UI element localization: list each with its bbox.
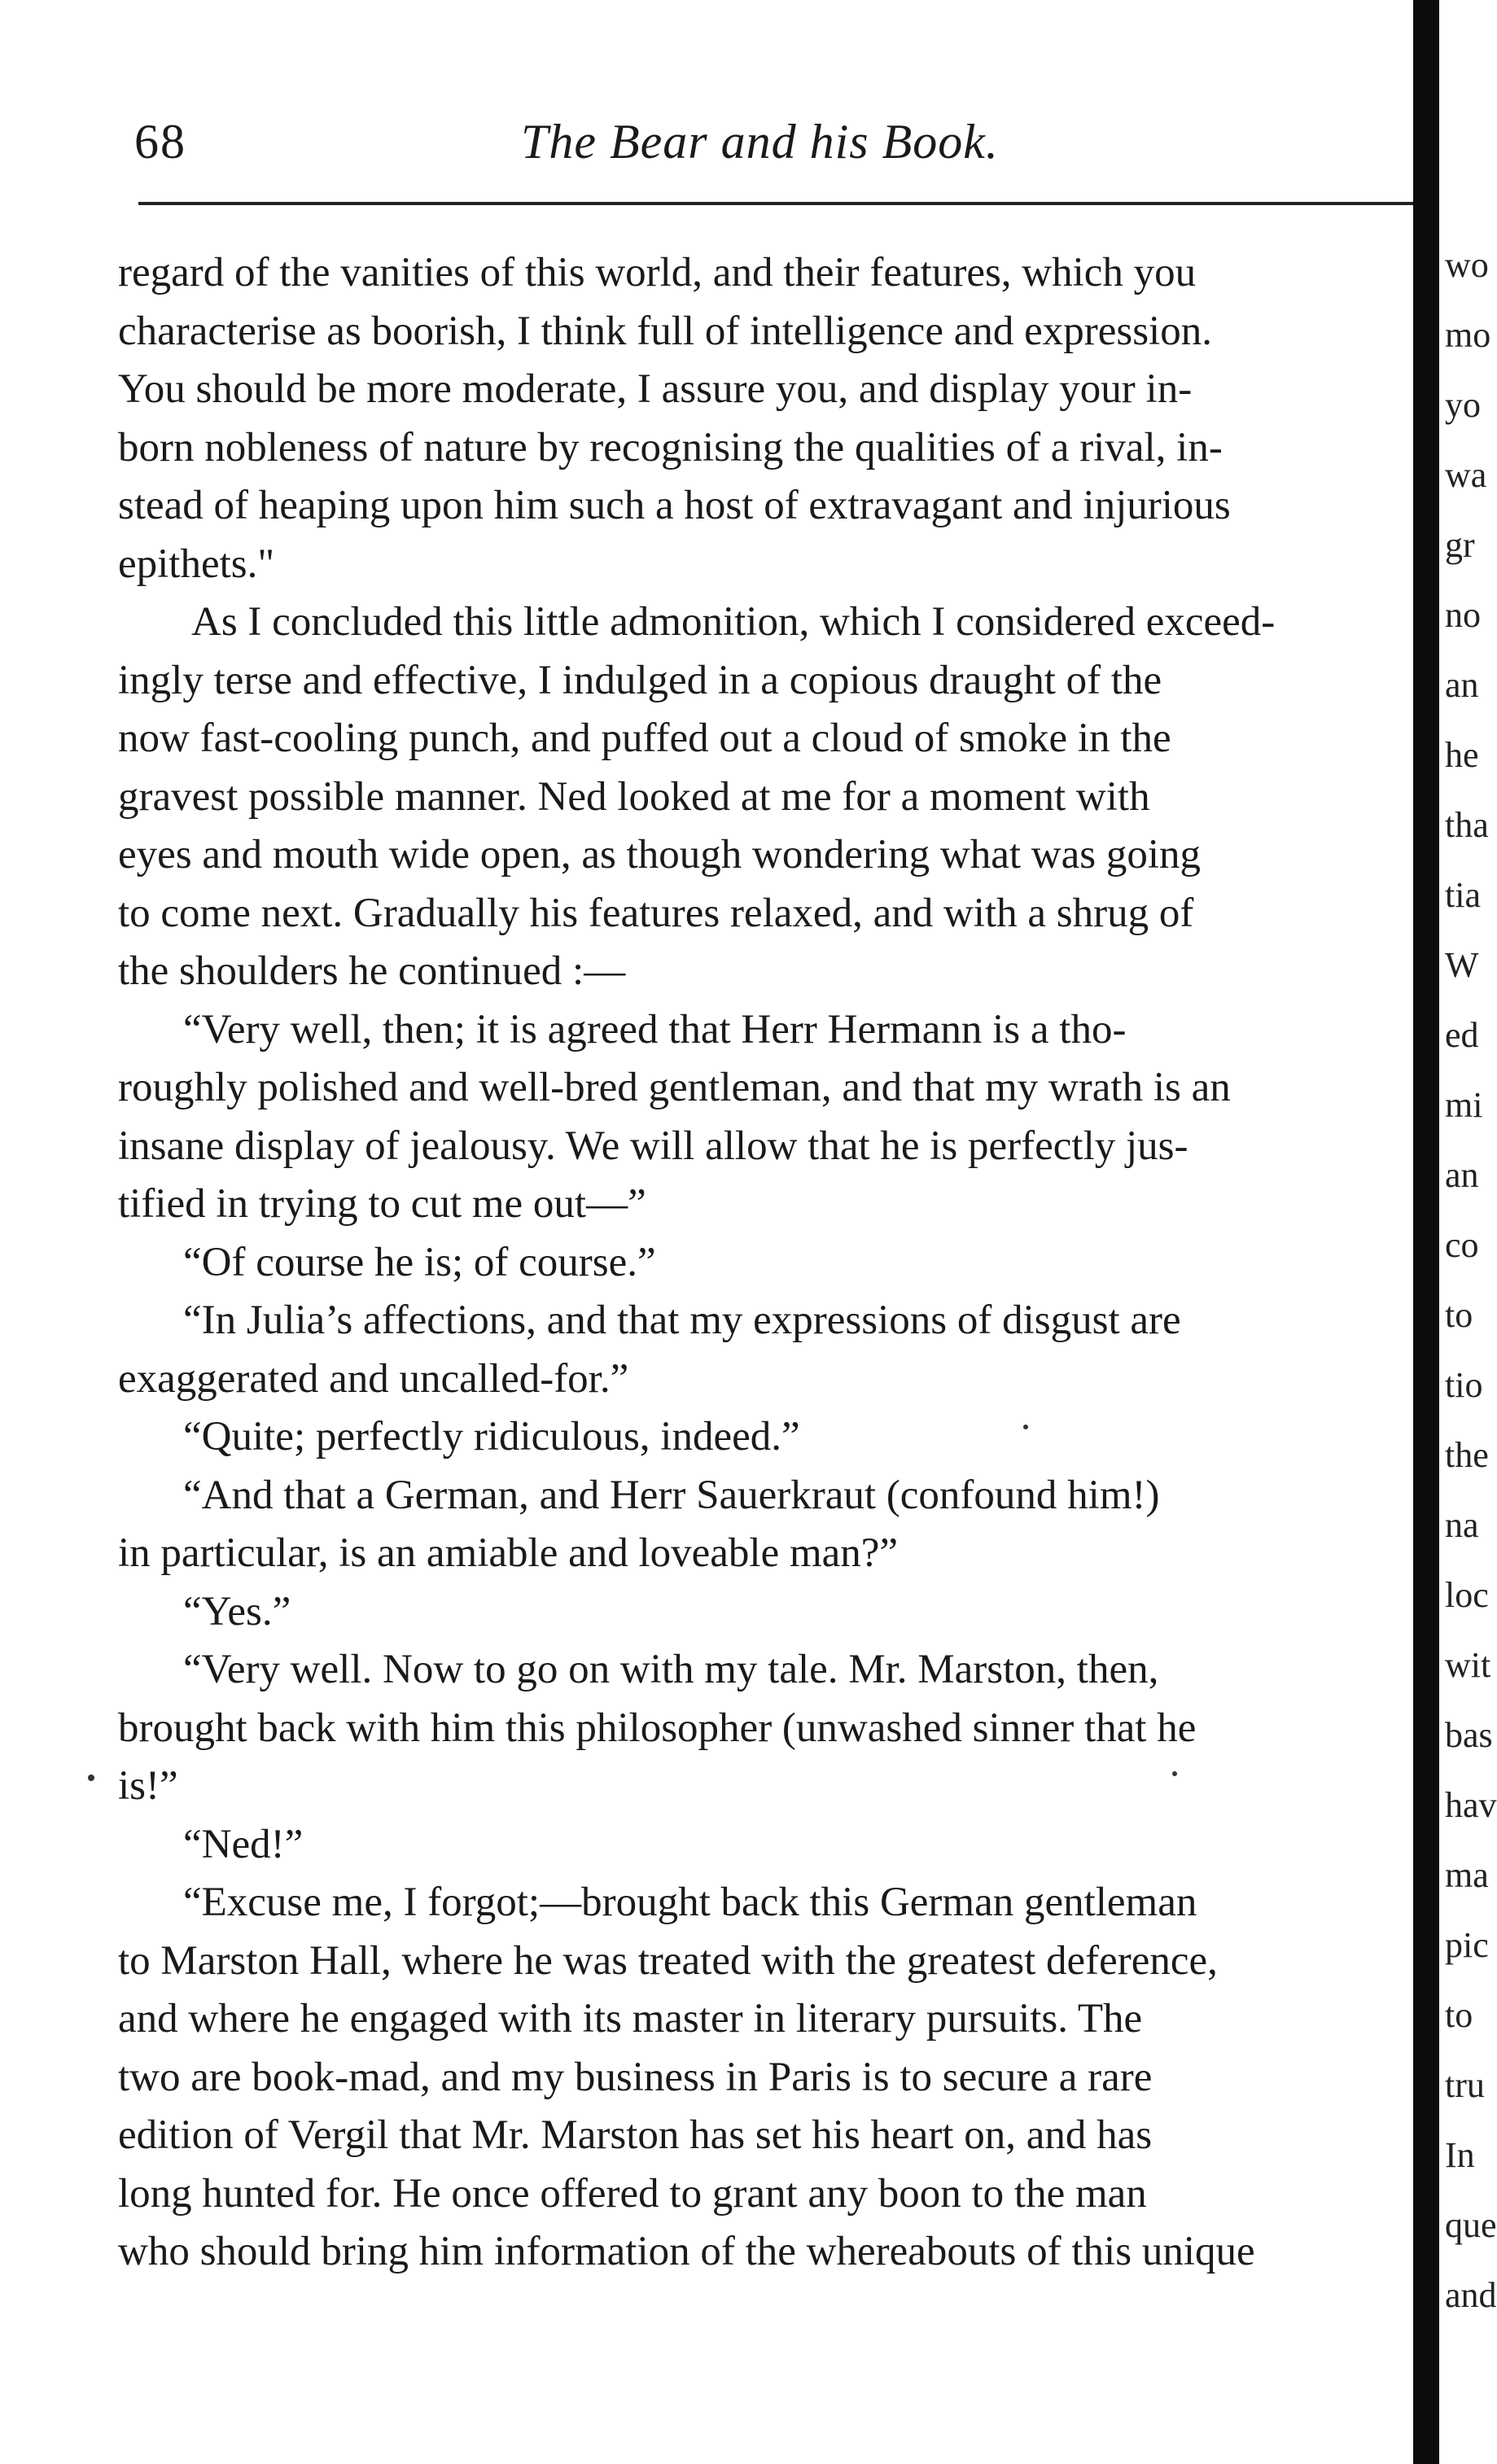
text-line: born nobleness of nature by recognising the qualities of a rival, in- (118, 424, 1223, 470)
text-line: roughly polished and well-bred gentleman, and that my wrath is an (118, 1065, 1231, 1110)
facing-fragment: yo (1445, 385, 1481, 425)
ink-speck (88, 1775, 94, 1781)
facing-fragment: mo (1445, 315, 1491, 355)
facing-fragment: no (1445, 595, 1481, 635)
facing-fragment: wa (1445, 455, 1487, 495)
page-number: 68 (134, 115, 186, 168)
text-line: insane display of jealousy. We will allow that he is perfectly jus- (118, 1123, 1188, 1169)
running-title: The Bear and his Book. (521, 115, 999, 168)
text-line: epithets." (118, 541, 275, 587)
text-line: is!” (118, 1763, 178, 1809)
text-line: “Quite; perfectly ridiculous, indeed.” (183, 1414, 800, 1460)
text-line: “In Julia’s affections, and that my expressions of disgust are (183, 1298, 1181, 1343)
facing-fragment: to (1445, 1295, 1473, 1335)
facing-fragment: an (1445, 1155, 1479, 1195)
text-line: As I concluded this little admonition, which I considered exceed- (191, 599, 1276, 645)
text-line: long hunted for. He once offered to grant any boon to the man (118, 2170, 1147, 2217)
facing-fragment: co (1445, 1225, 1479, 1265)
text-line: “And that a German, and Herr Sauerkraut (confound him!) (183, 1472, 1160, 1518)
text-line: eyes and mouth wide open, as though wondering what was going (118, 832, 1202, 877)
ink-speck (1172, 1771, 1177, 1776)
text-line: characterise as boorish, I think full of intelligence and expression. (118, 308, 1212, 354)
text-line: regard of the vanities of this world, and their features, which you (118, 250, 1197, 295)
facing-fragment: pic (1445, 1925, 1489, 1965)
text-line: “Yes.” (183, 1588, 291, 1635)
facing-fragment: tru (1445, 2065, 1485, 2105)
text-line: ingly terse and effective, I indulged in a copious draught of the (118, 657, 1162, 703)
text-line: exaggerated and uncalled-for.” (118, 1355, 629, 1402)
text-line: to Marston Hall, where he was treated with the greatest deference, (118, 1937, 1218, 1984)
text-line: in particular, is an amiable and loveable man?” (118, 1530, 899, 1576)
text-line: and where he engaged with its master in literary pursuits. The (118, 1996, 1143, 2042)
facing-fragment: que (1445, 2205, 1497, 2245)
text-line: stead of heaping upon him such a host of extravagant and injurious (118, 483, 1231, 528)
facing-fragment: tio (1445, 1365, 1483, 1405)
ink-speck (1023, 1425, 1028, 1429)
text-line: the shoulders he continued :— (118, 948, 626, 994)
text-line: now fast-cooling punch, and puffed out a cloud of smoke in the (118, 716, 1171, 761)
text-line: to come next. Gradually his features relaxed, and with a shrug of (118, 890, 1194, 936)
text-line: two are book-mad, and my business in Paris is to secure a rare (118, 2054, 1153, 2100)
body-text (118, 244, 1420, 2282)
text-line: “Excuse me, I forgot;—brought back this German gentleman (183, 1880, 1197, 1925)
facing-fragment: na (1445, 1505, 1479, 1545)
facing-fragment: gr (1445, 525, 1475, 565)
text-line: brought back with him this philosopher (unwashed sinner that he (118, 1705, 1197, 1751)
facing-fragment: ma (1445, 1855, 1489, 1895)
binding-gutter (1413, 0, 1439, 2464)
facing-fragment: an (1445, 665, 1479, 705)
facing-fragment: ed (1445, 1015, 1479, 1055)
text-line: edition of Vergil that Mr. Marston has set his heart on, and has (118, 2112, 1153, 2158)
text-line: who should bring him information of the whereabouts of this unique (118, 2229, 1255, 2274)
facing-fragment: W (1445, 945, 1479, 985)
facing-fragment: and (1445, 2275, 1497, 2315)
text-line: You should be more moderate, I assure you, and display your in- (118, 366, 1193, 412)
facing-fragment: tha (1445, 805, 1489, 845)
facing-fragment: he (1445, 735, 1479, 775)
text-line: “Very well, then; it is agreed that Herr Hermann is a tho- (183, 1006, 1127, 1053)
header-rule (138, 202, 1416, 205)
facing-page-edge (1445, 244, 1497, 2442)
facing-fragment: to (1445, 1995, 1473, 2035)
text-line: tified in trying to cut me out—” (118, 1181, 646, 1227)
facing-fragment: bas (1445, 1715, 1493, 1755)
facing-fragment: hav (1445, 1785, 1497, 1825)
text-line: “Of course he is; of course.” (183, 1239, 656, 1285)
facing-fragment: In (1445, 2135, 1475, 2175)
facing-fragment: wit (1445, 1645, 1491, 1685)
text-line: “Very well. Now to go on with my tale. Mr. Marston, then, (183, 1647, 1159, 1692)
facing-fragment: mi (1445, 1085, 1483, 1125)
facing-fragment: tia (1445, 875, 1481, 915)
text-line: “Ned!” (183, 1821, 304, 1867)
facing-fragment: loc (1445, 1575, 1489, 1615)
text-line: gravest possible manner. Ned looked at me for a moment with (118, 773, 1150, 820)
facing-fragment: the (1445, 1435, 1489, 1475)
facing-fragment: wo (1445, 245, 1489, 285)
